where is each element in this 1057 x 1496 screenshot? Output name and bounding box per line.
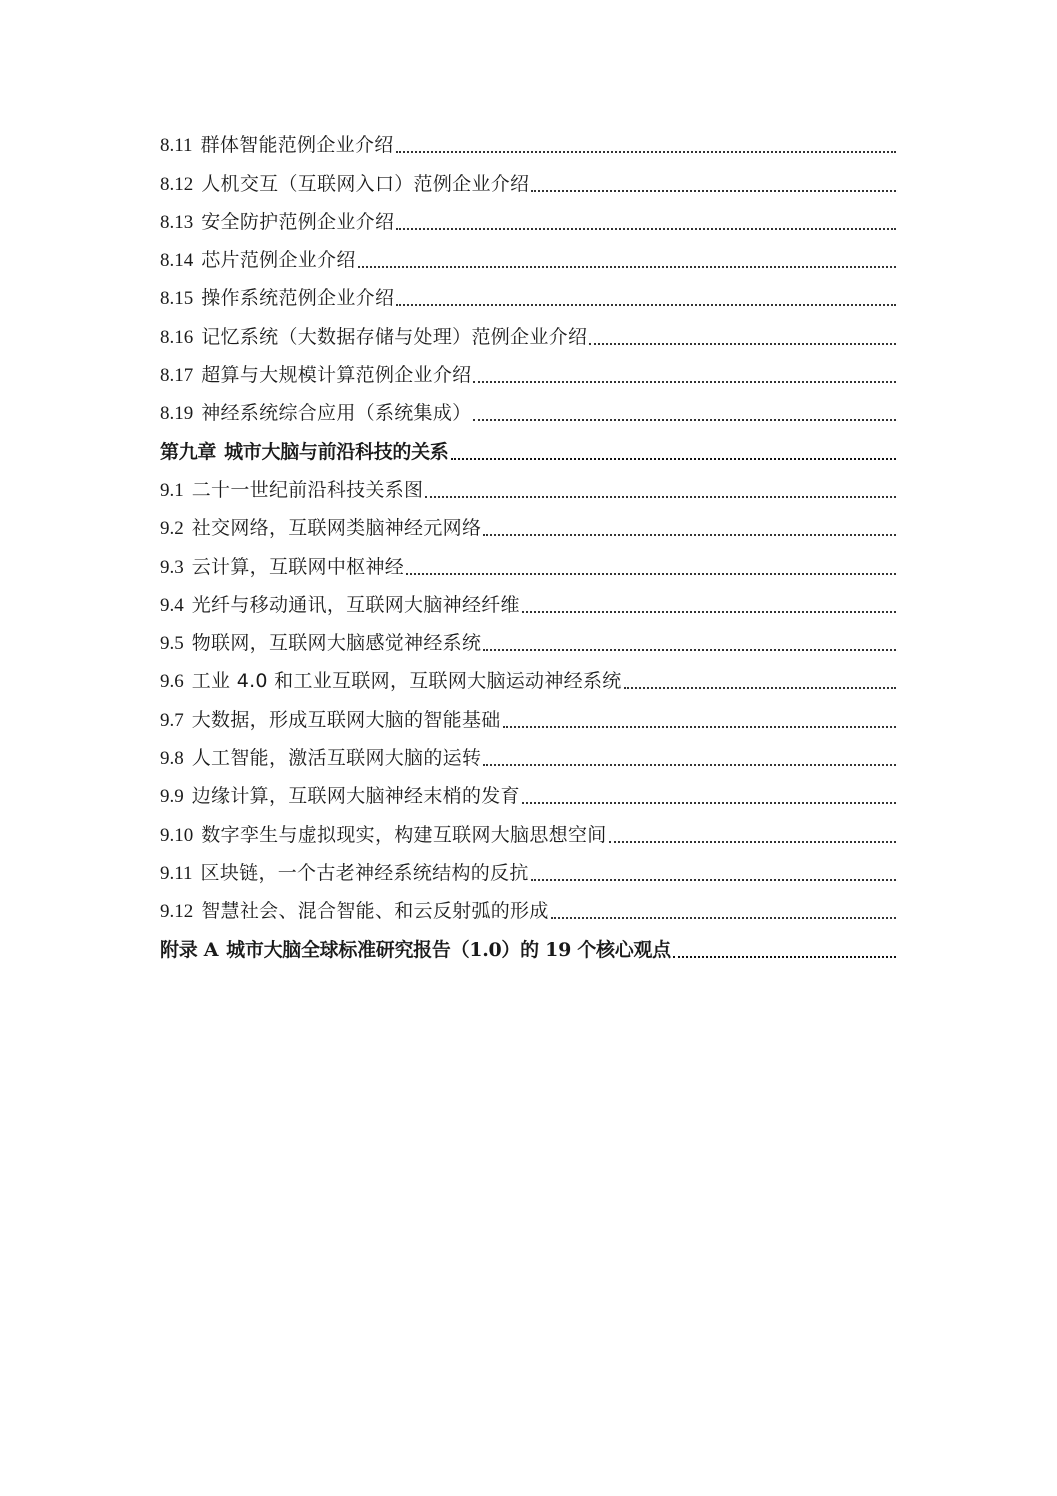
toc-section-entry[interactable] [160, 889, 896, 927]
toc-entry-number: 9.2 [160, 518, 184, 540]
toc-entry-title: 社交网络，互联网类脑神经元网络 [191, 517, 482, 540]
toc-section-entry[interactable] [160, 468, 896, 506]
toc-section-entry[interactable] [160, 583, 896, 621]
toc-dot-leader [396, 151, 896, 153]
toc-section-entry[interactable] [160, 621, 896, 659]
toc-section-entry[interactable] [160, 353, 896, 391]
toc-dot-leader [624, 687, 896, 689]
toc-section-entry[interactable] [160, 736, 896, 774]
toc-dot-leader [531, 879, 896, 881]
toc-entry-title: 云计算，互联网中枢神经 [191, 555, 405, 578]
toc-chapter-entry[interactable] [160, 429, 896, 467]
toc-entry-title: 人工智能，激活互联网大脑的运转 [191, 747, 482, 770]
toc-dot-leader [522, 611, 896, 613]
toc-dot-leader [483, 764, 896, 766]
toc-entry-title: 人机交互（互联网入口）范例企业介绍 [201, 172, 530, 195]
toc-entry-title: 二十一世纪前沿科技关系图 [191, 478, 424, 501]
toc-dot-leader [396, 304, 896, 306]
toc-entry-number: 9.11 [160, 862, 193, 884]
toc-section-entry[interactable] [160, 851, 896, 889]
toc-entry-title: 大数据，形成互联网大脑的智能基础 [191, 708, 501, 731]
toc-entry-number: 8.14 [160, 250, 194, 272]
toc-entry-number: 9.9 [160, 786, 184, 808]
toc-dot-leader [483, 649, 896, 651]
toc-dot-leader [589, 343, 896, 345]
toc-section-entry[interactable] [160, 238, 896, 276]
toc-dot-leader [406, 573, 896, 575]
toc-section-entry[interactable] [160, 506, 896, 544]
toc-entry-number: 8.11 [160, 135, 193, 157]
toc-dot-leader [358, 266, 896, 268]
toc-dot-leader [396, 228, 896, 230]
toc-entry-title: 物联网，互联网大脑感觉神经系统 [191, 632, 482, 655]
toc-entry-title: 超算与大规模计算范例企业介绍 [201, 364, 472, 387]
toc-entry-number: 8.13 [160, 211, 194, 233]
toc-entry-number: 8.15 [160, 288, 194, 310]
toc-entry-number: 9.4 [160, 594, 184, 616]
toc-entry-title: 智慧社会、混合智能、和云反射弧的形成 [201, 900, 549, 923]
toc-section-entry[interactable] [160, 774, 896, 812]
toc-entry-title: 群体智能范例企业介绍 [200, 134, 394, 157]
toc-section-entry[interactable] [160, 391, 896, 429]
toc-entry-number: 9.1 [160, 479, 184, 501]
toc-entry-title: 数字孪生与虚拟现实，构建互联网大脑思想空间 [201, 823, 607, 846]
toc-entry-number: 8.17 [160, 365, 194, 387]
toc-dot-leader [531, 190, 896, 192]
toc-entry-title: 神经系统综合应用（系统集成） [201, 402, 472, 425]
toc-entry-title: 城市大脑与前沿科技的关系 [224, 440, 449, 463]
toc-section-entry[interactable] [160, 314, 896, 352]
toc-section-entry[interactable] [160, 659, 896, 697]
toc-entry-title: 操作系统范例企业介绍 [201, 287, 395, 310]
toc-section-entry[interactable] [160, 697, 896, 735]
toc-entry-number: 8.19 [160, 403, 194, 425]
toc-section-entry[interactable] [160, 812, 896, 850]
toc-dot-leader [425, 496, 896, 498]
toc-entry-title: 工业 4.0 和工业互联网，互联网大脑运动神经系统 [191, 670, 622, 693]
toc-entry-number: 9.10 [160, 824, 194, 846]
toc-entry-title: 光纤与移动通讯，互联网大脑神经纤维 [191, 593, 520, 616]
toc-entry-number: 9.6 [160, 671, 184, 693]
toc-dot-leader [673, 956, 896, 958]
toc-entry-title: 安全防护范例企业介绍 [201, 210, 395, 233]
toc-entry-title: 城市大脑全球标准研究报告（1.0）的 19 个核心观点 [226, 938, 671, 961]
toc-section-entry[interactable] [160, 161, 896, 199]
toc-entry-number: 8.12 [160, 173, 194, 195]
toc-dot-leader [473, 419, 896, 421]
toc-section-entry[interactable] [160, 276, 896, 314]
toc-entry-number: 第九章 [160, 440, 217, 463]
toc-entry-number: 9.3 [160, 556, 184, 578]
toc-entry-number: 9.12 [160, 901, 194, 923]
toc-dot-leader [473, 381, 896, 383]
toc-entry-number: 9.5 [160, 633, 184, 655]
toc-section-entry[interactable] [160, 544, 896, 582]
toc-dot-leader [551, 917, 896, 919]
toc-entry-number: 9.7 [160, 709, 184, 731]
toc-section-entry[interactable] [160, 123, 896, 161]
toc-chapter-entry[interactable] [160, 927, 896, 965]
toc-dot-leader [451, 458, 896, 460]
toc-section-entry[interactable] [160, 200, 896, 238]
toc-entry-number: 8.16 [160, 326, 194, 348]
toc-dot-leader [503, 726, 896, 728]
toc-entry-title: 芯片范例企业介绍 [201, 249, 356, 272]
toc-dot-leader [609, 841, 896, 843]
toc-entry-title: 区块链，一个古老神经系统结构的反抗 [200, 861, 529, 884]
toc-entry-number: 9.8 [160, 748, 184, 770]
table-of-contents [160, 123, 896, 966]
toc-dot-leader [522, 802, 896, 804]
toc-dot-leader [483, 534, 896, 536]
toc-entry-number: 附录 A [160, 938, 219, 961]
toc-entry-title: 记忆系统（大数据存储与处理）范例企业介绍 [201, 325, 588, 348]
toc-entry-title: 边缘计算，互联网大脑神经末梢的发育 [191, 785, 520, 808]
